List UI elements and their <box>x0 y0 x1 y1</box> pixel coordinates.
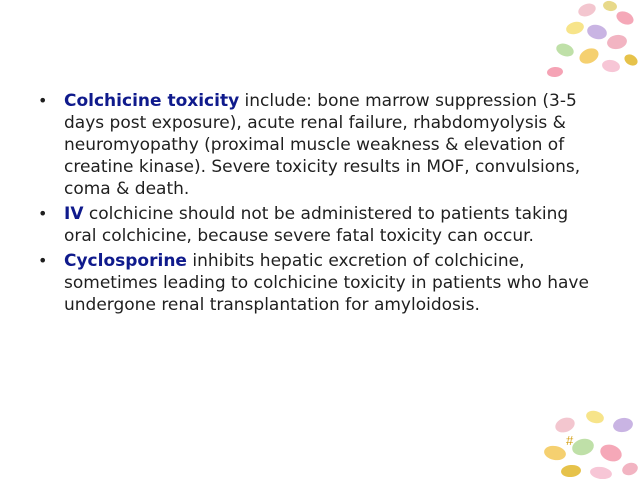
bullet-dot-icon: • <box>38 251 48 270</box>
bullet-keyword: IV <box>64 204 84 224</box>
bullet-keyword: Colchicine toxicity <box>64 91 240 111</box>
bullet-dot-icon: • <box>38 91 48 110</box>
bullet-keyword: Cyclosporine <box>64 251 187 271</box>
bullet-text: colchicine should not be administered to patients taking oral colchicine, because severe fatal toxicity can occur. <box>64 204 569 246</box>
bullet-item-cyclosporine <box>38 250 598 316</box>
candy-eggs-decoration-top-icon <box>525 0 638 80</box>
candy-eggs-decoration-bottom-icon <box>535 395 638 479</box>
bullet-text: inhibits hepatic excretion of colchicine, sometimes leading to colchicine toxicity in patients who have undergone renal transplantation for amyloidosis. <box>64 251 589 315</box>
bullet-text: include: bone marrow suppression (3-5 days post exposure), acute renal failure, rhabdomyolysis & neuromyopathy (proximal muscle weakness & elevation of creatine kinase). Severe toxicity results in MOF, convulsions, coma & death. <box>64 91 581 199</box>
page-number: # <box>566 433 574 448</box>
bullet-dot-icon: • <box>38 204 48 223</box>
bullet-list <box>38 90 598 319</box>
bullet-item-colchicine-toxicity <box>38 90 598 200</box>
bullet-item-iv-colchicine <box>38 203 598 247</box>
